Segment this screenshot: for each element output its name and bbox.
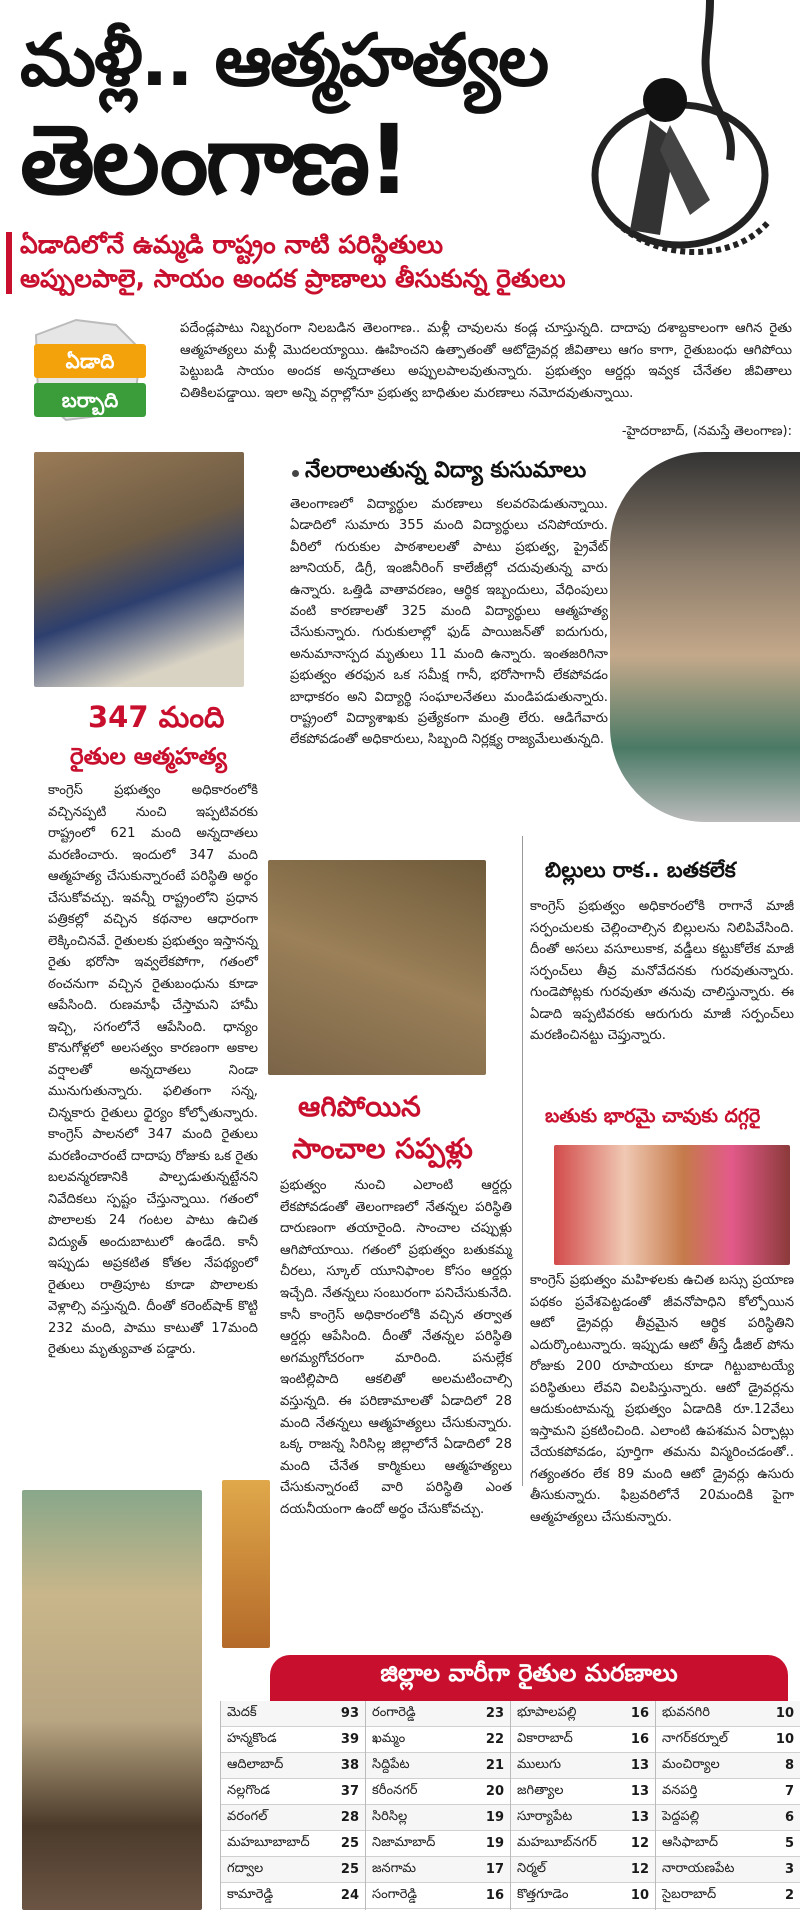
- district-name: భువనగిరి: [662, 1704, 710, 1720]
- district-name: హన్మకొండ: [227, 1730, 277, 1746]
- table-row: [366, 1727, 510, 1753]
- death-count: 12: [630, 1836, 649, 1851]
- column-divider: [522, 836, 523, 1486]
- table-row: [656, 1857, 800, 1883]
- table-row: [221, 1753, 365, 1779]
- table-row: [366, 1857, 510, 1883]
- table-row: [221, 1831, 365, 1857]
- table-row: [656, 1701, 800, 1727]
- death-count: 6: [784, 1810, 794, 1825]
- death-count: 16: [485, 1888, 504, 1903]
- district-name: నారాయణపేట: [662, 1860, 735, 1876]
- table-row: [656, 1753, 800, 1779]
- table-column: [510, 1701, 655, 1910]
- badge-ruin: బర్బాది: [34, 383, 146, 417]
- district-name: వరంగల్: [227, 1808, 268, 1824]
- death-count: 13: [630, 1784, 649, 1799]
- deceased-farmer-photo: [268, 860, 486, 1075]
- district-name: నల్లగొండ: [227, 1782, 271, 1798]
- student-family-photo: [610, 452, 800, 822]
- badge-year: ఏడాది: [34, 344, 146, 378]
- table-row: [221, 1701, 365, 1727]
- district-name: నిజామాబాద్: [372, 1834, 436, 1850]
- intro-paragraph: పదేండ్లపాటు నిబ్బరంగా నిలబడిన తెలంగాణ.. మళ్లీ చావులను కండ్ల చూస్తున్నది. దాదాపు దశాబ్దకాలంగా ఆగిన రైతు ఆత్మహత్యలు మళ్లీ మొదలయ్యాయి. ఊహించని ఉత్పాతంతో ఆటోడ్రైవర్ల జీవితాలు ఆగం కాగా, రైతుబంధు ఆగిపోయి పెట్టుబడి సాయం అందక అన్నదాతలు అప్పులపాలవుతున్నారు. ప్రభుత్వం ఆర్డర్లు ఇవ్వక చేనేతల జీవితాలు చితికిలపడ్డాయి. ఇలా అన్ని వర్గాల్లోనూ ప్రభుత్వ బాధితుల మరణాలు నమోదవుతున్నాయి.: [180, 321, 792, 401]
- death-count: 25: [340, 1862, 359, 1877]
- bills-heading: బిల్లులు రాక.. బతకలేక: [545, 858, 736, 882]
- table-row: [221, 1779, 365, 1805]
- bills-text: కాంగ్రెస్ ప్రభుత్వం అధికారంలోకి రాగానే మాజీ సర్పంచులకు చెల్లించాల్సిన బిల్లులను నిలిపివేసింది. దీంతో అసలు వసూలుకాక, వడ్డీలు కట్టుకోలేక మాజీ సర్పంచ్‌లు తీవ్ర మనోవేదనకు గురవుతున్నారు. గుండెపోట్లకు గురవుతూ తనువు చాలిస్తున్నారు. ఈ ఏడాది ఇప్పటివరకు ఆరుగురు మాజీ సర్పంచ్‌లు మరణించినట్టు చెప్తున్నారు.: [530, 899, 794, 1043]
- death-count: 39: [340, 1732, 359, 1747]
- death-count: 5: [784, 1836, 794, 1851]
- district-name: ఖమ్మం: [372, 1730, 406, 1746]
- table-row: [221, 1805, 365, 1831]
- district-name: నిర్మల్: [517, 1860, 546, 1876]
- weavers-text: ప్రభుత్వం నుంచి ఎలాంటి ఆర్డర్లు లేకపోవడంతో తెలంగాణలో నేతన్నల పరిస్థితి దారుణంగా తయారైంది. సాంచాల చప్పుళ్లు ఆగిపోయాయి. గతంలో ప్రభుత్వం బతుకమ్మ చీరలు, స్కూల్ యూనిఫాంల కోసం ఆర్డర్లు ఇచ్చేది. నేతన్నలు సంబురంగా పనిచేసుకునేది. కానీ కాంగ్రెస్ అధికారంలోకి వచ్చిన తర్వాత ఆర్డర్లు ఆపేసింది. దీంతో నేతన్నల పరిస్థితి అగమ్యగోచరంగా మారింది. పనుల్లేక ఇంటిల్లిపాది ఆకలితో అలమటించాల్సి వస్తున్నది. ఈ పరిణామాలతో ఏడాదిలో 28 మంది నేతన్నలు ఆత్మహత్యలు చేసుకున్నారు. ఒక్క రాజన్న సిరిసిల్ల జిల్లాలోనే ఏడాదిలో 28 మంది చేనేత కార్మికులు ఆత్మహత్యలు చేసుకున్నారంటే వారి పరిస్థితి ఎంత దయనీయంగా ఉందో అర్థం చేసుకోవచ్చు.: [280, 1178, 512, 1517]
- table-column: [220, 1701, 365, 1910]
- dateline: -హైదరాబాద్, (నమస్తే తెలంగాణ):: [621, 424, 792, 439]
- students-heading: నేలరాలుతున్న విద్యా కుసుమాలు: [305, 458, 587, 483]
- grieving-woman-photo: [34, 452, 244, 687]
- death-count: 17: [485, 1862, 504, 1877]
- death-count: 2: [784, 1888, 794, 1903]
- table-column: [655, 1701, 800, 1910]
- table-row: [656, 1883, 800, 1909]
- district-name: రంగారెడ్డి: [372, 1704, 416, 1720]
- death-count: 7: [784, 1784, 794, 1799]
- table-row: [511, 1753, 655, 1779]
- death-count: 93: [340, 1706, 359, 1721]
- students-text: తెలంగాణలో విద్యార్థుల మరణాలు కలవరపెడుతున్నాయి. ఏడాదిలో సుమారు 355 మంది విద్యార్థులు చనిపోయారు. వీరిలో గురుకుల పాఠశాలలతో పాటు ప్రభుత్వ, ప్రైవేట్ జూనియర్, డిగ్రీ, ఇంజినీరింగ్ కాలేజీల్లో చదువుతున్న వారు ఉన్నారు. ఒత్తిడి వాతావరణం, ఆర్థిక ఇబ్బందులు, వేధింపులు వంటి కారణాలతో 325 మంది విద్యార్థులు ఆత్మహత్య చేసుకున్నారు. గురుకులాల్లో ఫుడ్ పాయిజన్‌తో ఐదుగురు, అనుమానాస్పద మృతులు 11 మంది ఉన్నారు. ఇంతజరిగినా ప్రభుత్వం తరఫున ఒక సమీక్ష గానీ, భరోసాగానీ లేకపోవడం బాధాకరం అని విద్యార్థి సంఘాలనేతలు మండిపడుతున్నారు. రాష్ట్రంలో విద్యాశాఖకు ప్రత్యేకంగా మంత్రి లేరు. ఆడిగేవారు లేకపోవడంతో అధికారులు, సిబ్బంది నిర్లక్ష్య రాజ్యమేలుతున్నది.: [290, 497, 608, 748]
- death-count: 28: [340, 1810, 359, 1825]
- table-row: [366, 1805, 510, 1831]
- death-count: 23: [485, 1706, 504, 1721]
- death-count: 16: [630, 1706, 649, 1721]
- district-name: మహబూబ్‌నగర్: [517, 1834, 597, 1850]
- death-count: 24: [340, 1888, 359, 1903]
- death-count: 13: [630, 1758, 649, 1773]
- death-count: 19: [485, 1810, 504, 1825]
- table-title: జిల్లాల వారీగా రైతుల మరణాలు: [380, 1659, 678, 1687]
- table-row: [511, 1831, 655, 1857]
- table-row: [221, 1727, 365, 1753]
- district-name: కరీంనగర్: [372, 1782, 418, 1798]
- district-name: మెదక్: [227, 1704, 257, 1720]
- district-name: వికారాబాద్: [517, 1730, 573, 1746]
- district-name: కామారెడ్డి: [227, 1886, 274, 1902]
- table-row: [221, 1883, 365, 1909]
- table-row: [511, 1883, 655, 1909]
- bullet-icon: [292, 470, 299, 477]
- district-name: సిరిసిల్ల: [372, 1808, 408, 1824]
- district-name: నాగర్‌కర్నూల్: [662, 1730, 728, 1746]
- death-count: 22: [485, 1732, 504, 1747]
- subhead-line2: అప్పులపాలై, సాయం అందక ప్రాణాలు తీసుకున్న రైతులు: [20, 264, 566, 293]
- table-row: [366, 1753, 510, 1779]
- district-name: వనపర్తి: [662, 1782, 698, 1798]
- subhead-line1: ఏడాదిలోనే ఉమ్మడి రాష్ట్రం నాటి పరిస్థితులు: [20, 230, 443, 259]
- table-row: [221, 1857, 365, 1883]
- autos-heading: బతుకు భారమై చావుకు దగ్గరై: [545, 1105, 761, 1127]
- district-name: సిద్దిపేట: [372, 1756, 410, 1772]
- table-row: [511, 1805, 655, 1831]
- death-count: 21: [485, 1758, 504, 1773]
- death-count: 10: [775, 1706, 794, 1721]
- district-name: మహబూబాబాద్: [227, 1834, 310, 1850]
- subheadline: [20, 228, 580, 296]
- district-name: సూర్యాపేట: [517, 1808, 573, 1824]
- farmers-subheading: రైతుల ఆత్మహత్య: [70, 744, 227, 770]
- death-count: 13: [630, 1810, 649, 1825]
- auto-driver-family-photo: [554, 1145, 790, 1265]
- death-count: 20: [485, 1784, 504, 1799]
- district-name: ఆసిఫాబాద్: [662, 1834, 719, 1850]
- autos-text: కాంగ్రెస్ ప్రభుత్వం మహిళలకు ఉచిత బస్సు ప్రయాణ పథకం ప్రవేశపెట్టడంతో జీవనోపాధిని కోల్పోయిన ఆటో డ్రైవర్లు తీవ్రమైన ఆర్థిక పరిస్థితిని ఎదుర్కొంటున్నారు. ఇప్పుడు ఆటో తీస్తే డీజిల్ పోను రోజుకు 200 రూపాయలు కూడా గిట్టుబాటయ్యే పరిస్థితులు లేవని విలపిస్తున్నారు. ఆటో డ్రైవర్లను ఆదుకుంటామన్న ప్రభుత్వం ఏడాదికి రూ.12వేలు ఇస్తామని ప్రకటించింది. ఎలాంటి ఉపశమన ఏర్పాట్లు చేయకపోవడం, పూర్తిగా తమను విస్మరించడంతో.. గత్యంతరం లేక 89 మంది ఆటో డ్రైవర్లు ఉసురు తీసుకున్నారు. ఫిబ్రవరిలోనే 20మందికి పైగా ఆత్మహత్యలు చేసుకున్నారు.: [530, 1273, 794, 1525]
- death-count: 37: [340, 1784, 359, 1799]
- noose-illustration-icon: [560, 0, 800, 280]
- police-inquest-photo: [22, 1490, 202, 1910]
- death-count: 19: [485, 1836, 504, 1851]
- table-row: [656, 1727, 800, 1753]
- table-row: [366, 1883, 510, 1909]
- death-count: 3: [784, 1862, 794, 1877]
- farmers-count-heading: 347 మంది: [88, 700, 225, 734]
- district-name: భూపాలపల్లి: [517, 1704, 577, 1720]
- weavers-heading-line2: సాంచాల సప్పళ్లు: [292, 1132, 473, 1165]
- table-row: [656, 1805, 800, 1831]
- weavers-heading-line1: ఆగిపోయిన: [298, 1090, 421, 1123]
- district-name: పెద్దపల్లి: [662, 1808, 700, 1824]
- table-row: [511, 1779, 655, 1805]
- table-row: [366, 1831, 510, 1857]
- hanging-illustration-photo: [222, 1480, 270, 1648]
- table-row: [511, 1701, 655, 1727]
- district-table: [220, 1701, 800, 1910]
- farmers-text: కాంగ్రెస్ ప్రభుత్వం అధికారంలోకి వచ్చినప్పటి నుంచి ఇప్పటివరకు రాష్ట్రంలో 621 మంది అన్నదాతలు మరణించారు. ఇందులో 347 మంది ఆత్మహత్య చేసుకున్నారంటే పరిస్థితి అర్థం చేసుకోవచ్చు. ఇవన్నీ రాష్ట్రంలోని ప్రధాన పత్రికల్లో వచ్చిన కథనాల ఆధారంగా లెక్కించినవే. రైతులకు ప్రభుత్వం ఇస్తానన్న రైతు భరోసా ఇవ్వలేకపోగా, గతంలో ఠంచనుగా వచ్చిన రైతుబంధును కూడా ఆపేసింది. రుణమాఫీ చేస్తామని హామీ ఇచ్చి, సగంలోనే ఆపేసింది. ధాన్యం కొనుగోళ్లలో అలసత్వం కారణంగా అకాల వర్షాలతో అన్నదాతలు నిండా మునుగుతున్నారు. ఫలితంగా సన్న, చిన్నకారు రైతులు ధైర్యం కోల్పోతున్నారు. కాంగ్రెస్ పాలనలో 347 మంది రైతులు మరణించారంటే దాదాపు రోజుకు ఒక రైతు బలవన్మరణానికి పాల్పడుతున్నట్టేనని నివేదికలు స్పష్టం చేస్తున్నాయి. గతంలో పొలాలకు 24 గంటల పాటు ఉచిత విద్యుత్ అందుబాటులో ఉండేది. కానీ ఇప్పుడు అప్రకటిత కోతల నేపథ్యంలో రైతులు రాత్రిపూట కూడా పొలాలకు వెళ్లాల్సి వస్తున్నది. దీంతో కరెంట్‌షాక్ కొట్టి 232 మంది, పాము కాటుతో 17మంది రైతులు మృత్యువాత పడ్డారు.: [48, 783, 258, 1357]
- district-name: గద్వాల: [227, 1860, 264, 1876]
- death-count: 10: [775, 1732, 794, 1747]
- death-count: 8: [784, 1758, 794, 1773]
- death-count: 12: [630, 1862, 649, 1877]
- subhead-accent-bar: [6, 232, 12, 294]
- death-count: 10: [630, 1888, 649, 1903]
- table-column: [365, 1701, 510, 1910]
- table-row: [511, 1727, 655, 1753]
- district-name: కొత్తగూడెం: [517, 1886, 569, 1902]
- district-name: మంచిర్యాల: [662, 1756, 720, 1772]
- table-row: [366, 1779, 510, 1805]
- district-name: ఆదిలాబాద్: [227, 1756, 284, 1772]
- district-name: ములుగు: [517, 1756, 562, 1772]
- district-name: సంగారెడ్డి: [372, 1886, 418, 1902]
- death-count: 25: [340, 1836, 359, 1851]
- table-row: [511, 1857, 655, 1883]
- headline-line2: తెలంగాణ!: [20, 104, 408, 216]
- death-count: 16: [630, 1732, 649, 1747]
- table-row: [366, 1701, 510, 1727]
- headline-line1: మళ్లీ.. ఆత్మహత్యల: [20, 18, 548, 102]
- district-name: సైబరాబాద్: [662, 1886, 717, 1902]
- table-row: [656, 1779, 800, 1805]
- table-row: [656, 1831, 800, 1857]
- district-name: జగిత్యాల: [517, 1782, 564, 1798]
- district-name: జనగామ: [372, 1860, 416, 1876]
- death-count: 38: [340, 1758, 359, 1773]
